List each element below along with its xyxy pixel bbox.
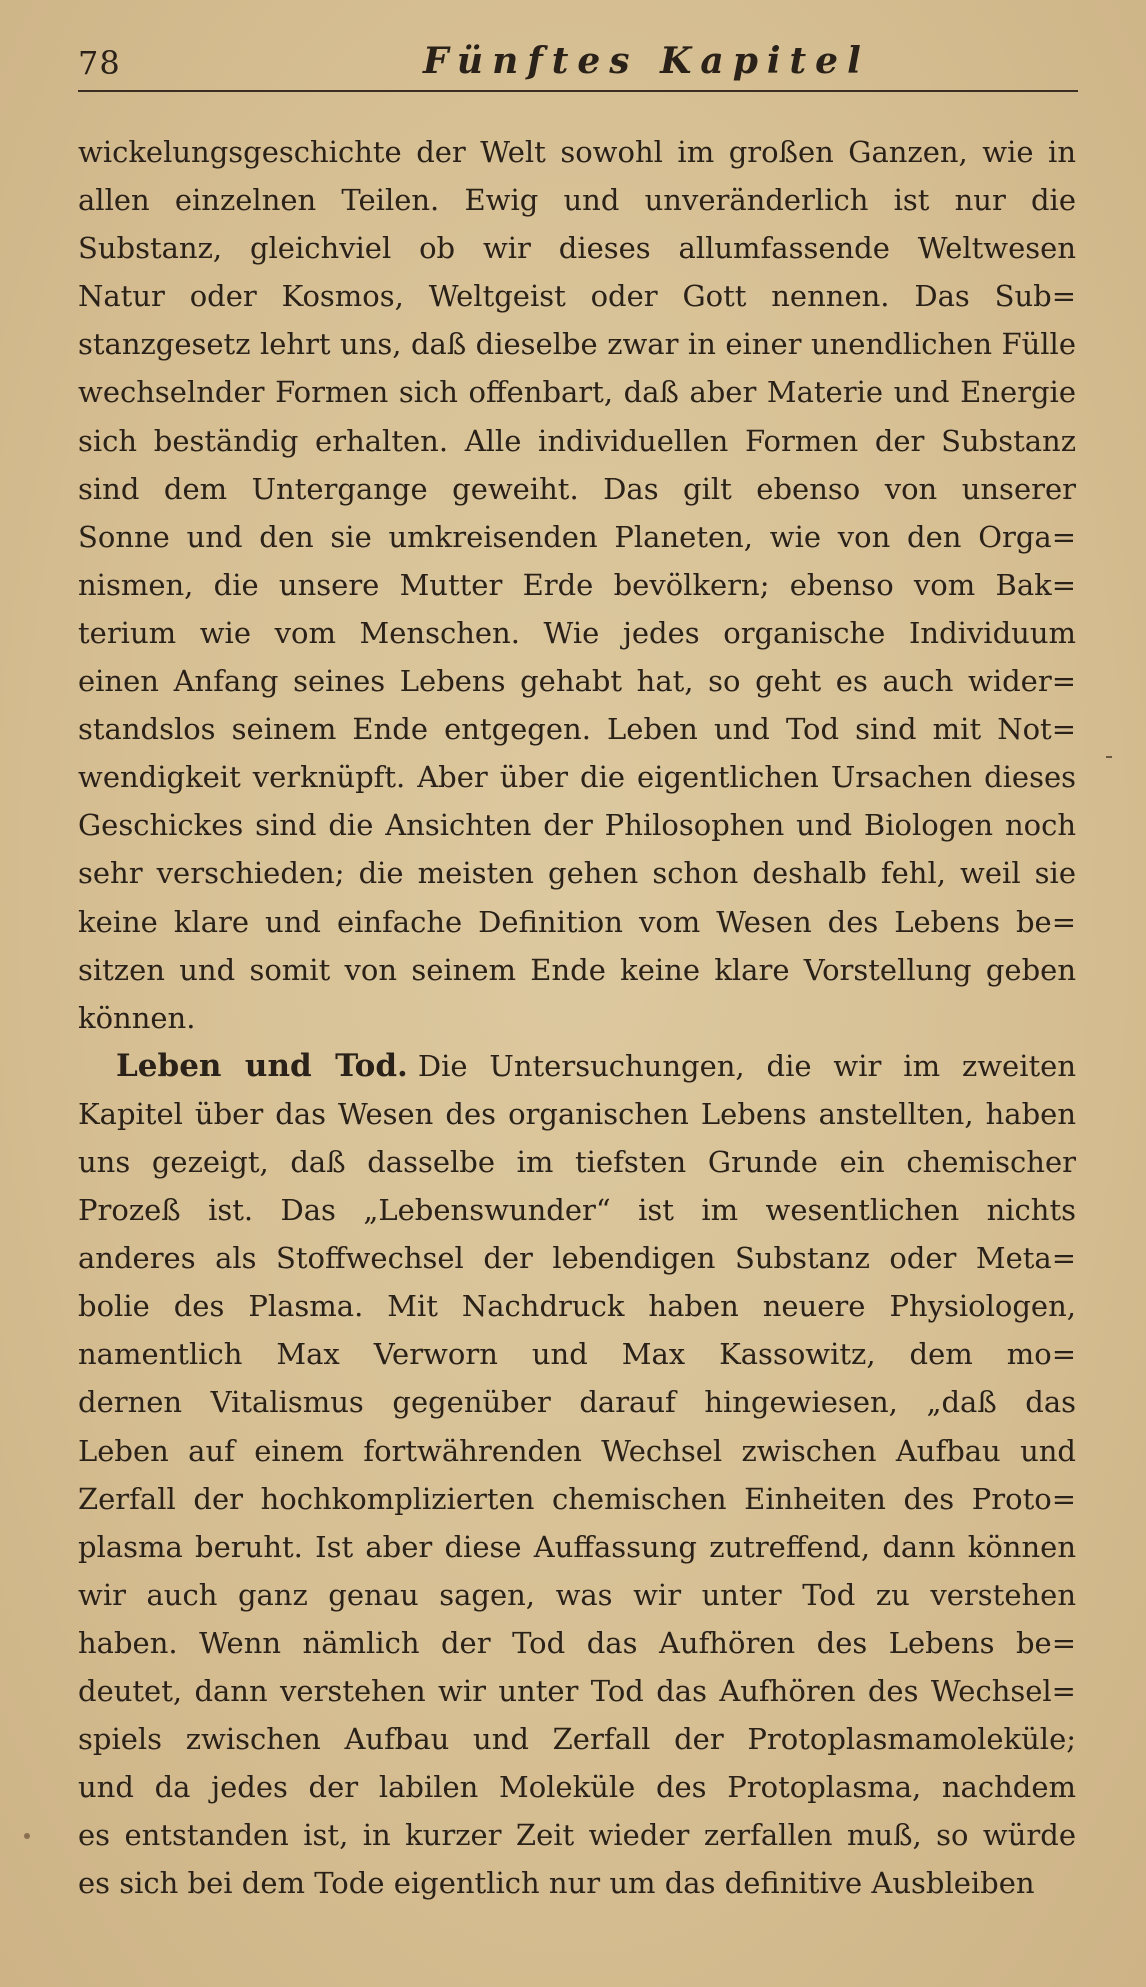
text-line: wir auch ganz genau sagen, was wir unter Tod zu verstehen — [78, 1577, 1076, 1612]
text-line: sich beständig erhalten. Alle individuellen Formen der Substanz — [78, 423, 1076, 458]
text-line: es sich bei dem Tode eigentlich nur um das definitive Ausbleiben — [78, 1866, 1035, 1901]
section-first-line — [78, 1042, 1076, 1090]
margin-mark — [1106, 756, 1112, 758]
text-line: Leben auf einem fortwährenden Wechsel zwischen Aufbau und — [78, 1433, 1076, 1468]
text-line: Prozeß ist. Das „Lebenswunder“ ist im wesentlichen nichts — [78, 1193, 1076, 1228]
text-line: Zerfall der hochkomplizierten chemischen Einheiten des Proto= — [78, 1481, 1076, 1516]
page-header — [78, 38, 1078, 94]
text-line: allen einzelnen Teilen. Ewig und unveränderlich ist nur die — [78, 183, 1076, 218]
section-first-line-text: Die Untersuchungen, die wir im zweiten — [417, 1048, 1076, 1083]
text-line: Geschickes sind die Ansichten der Philosophen und Biologen noch — [78, 808, 1076, 843]
text-line: wickelungsgeschichte der Welt sowohl im großen Ganzen, wie in — [78, 135, 1076, 169]
text-line: terium wie vom Menschen. Wie jedes organische Individuum — [78, 615, 1076, 650]
section-heading: Leben und Tod. — [116, 1047, 408, 1084]
running-head: Fünftes Kapitel — [423, 40, 870, 82]
text-line: deutet, dann verstehen wir unter Tod das Aufhören des Wechsel= — [78, 1674, 1076, 1708]
text-line: dernen Vitalismus gegenüber darauf hingewiesen, „daß das — [78, 1385, 1076, 1420]
paper-speck — [24, 1833, 30, 1839]
text-line: Substanz, gleichviel ob wir dieses allumfassende Weltwesen — [78, 231, 1076, 266]
text-line: Sonne und den sie umkreisenden Planeten, wie von den Orga= — [78, 519, 1076, 554]
text-line: nismen, die unsere Mutter Erde bevölkern; ebenso vom Bak= — [78, 567, 1076, 602]
header-rule — [78, 90, 1078, 92]
text-line: wechselnder Formen sich offenbart, daß aber Materie und Energie — [78, 375, 1076, 410]
text-line: Natur oder Kosmos, Weltgeist oder Gott nennen. Das Sub= — [78, 279, 1076, 314]
text-line: bolie des Plasma. Mit Nachdruck haben neuere Physiologen, — [78, 1289, 1076, 1324]
text-line: können. — [78, 1000, 196, 1035]
text-line: und da jedes der labilen Moleküle des Protoplasma, nachdem — [78, 1770, 1076, 1805]
page-number: 78 — [78, 44, 121, 82]
text-line: wendigkeit verknüpft. Aber über die eigentlichen Ursachen dieses — [78, 760, 1076, 795]
text-line: keine klare und einfache Definition vom Wesen des Lebens be= — [78, 904, 1076, 939]
text-line: Kapitel über das Wesen des organischen Lebens anstellten, haben — [78, 1096, 1076, 1131]
text-line: es entstanden ist, in kurzer Zeit wieder zerfallen muß, so würde — [78, 1818, 1076, 1853]
text-line: haben. Wenn nämlich der Tod das Aufhören des Lebens be= — [78, 1625, 1076, 1660]
text-line: stanzgesetz lehrt uns, daß dieselbe zwar in einer unendlichen Fülle — [78, 327, 1076, 362]
text-line: uns gezeigt, daß dasselbe im tiefsten Grunde ein chemischer — [78, 1144, 1076, 1179]
text-line: sitzen und somit von seinem Ende keine klare Vorstellung geben — [78, 952, 1076, 987]
text-line: plasma beruht. Ist aber diese Auffassung zutreffend, dann können — [78, 1529, 1076, 1564]
text-line: sind dem Untergange geweiht. Das gilt ebenso von unserer — [78, 471, 1076, 506]
text-line: namentlich Max Verworn und Max Kassowitz, dem mo= — [78, 1337, 1076, 1372]
text-line: einen Anfang seines Lebens gehabt hat, so geht es auch wider= — [78, 664, 1076, 699]
text-line: spiels zwischen Aufbau und Zerfall der Protoplasmamoleküle; — [78, 1722, 1076, 1757]
text-line: sehr verschieden; die meisten gehen schon deshalb fehl, weil sie — [78, 856, 1076, 891]
text-line: anderes als Stoffwechsel der lebendigen Substanz oder Meta= — [78, 1241, 1076, 1276]
body-text — [78, 128, 1076, 1907]
text-line: standslos seinem Ende entgegen. Leben und Tod sind mit Not= — [78, 712, 1076, 747]
